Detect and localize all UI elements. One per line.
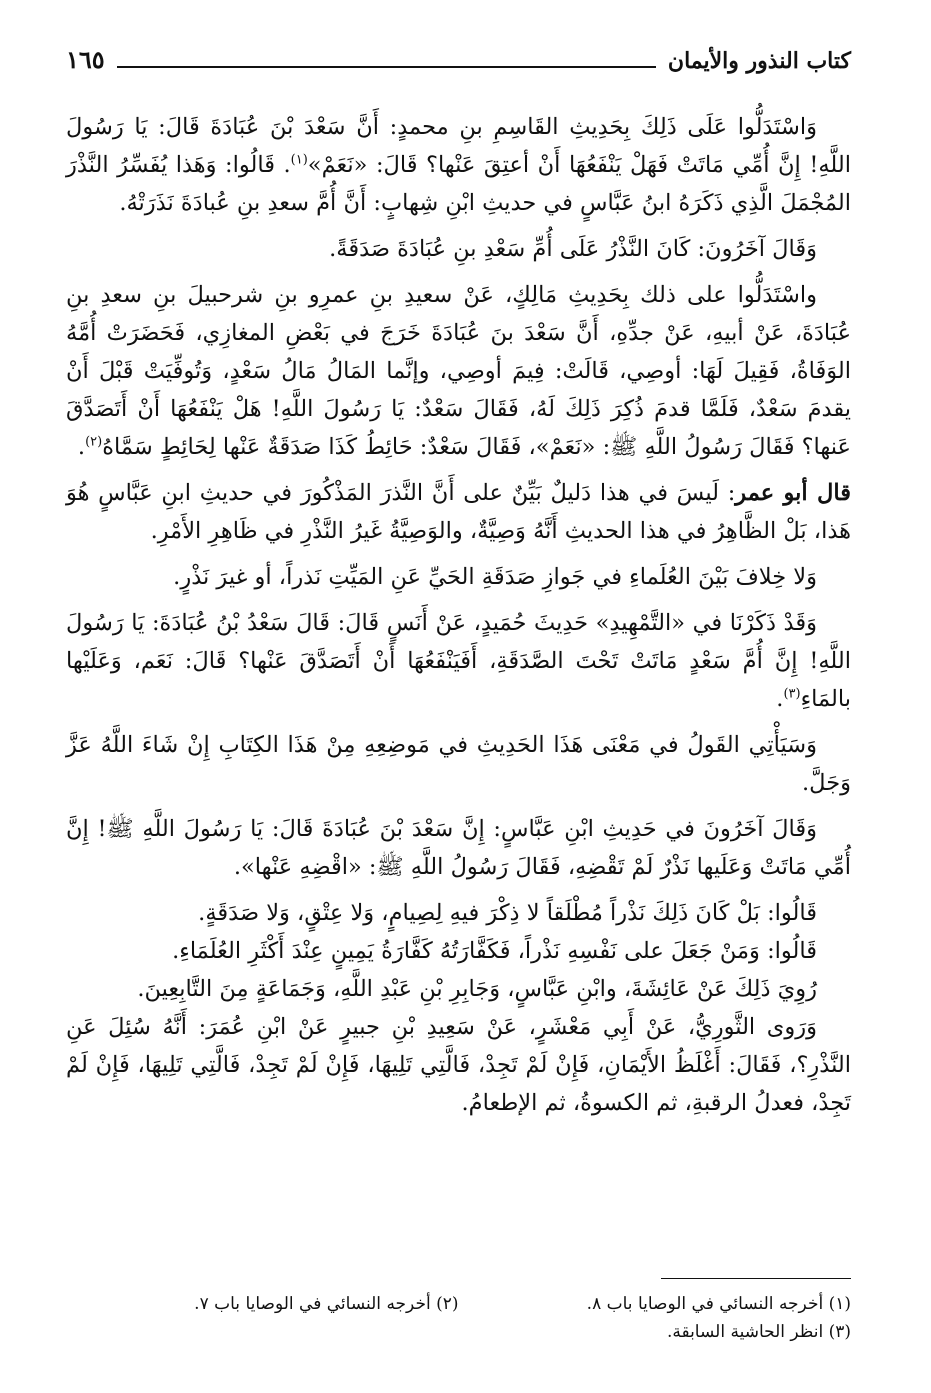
paragraph: قال أبو عمر: لَيسَ في هذا دَليلٌ بَيِّنٌ على أَنَّ النَّذرَ المَذْكُورَ في حديثِ ابنِ عَبَّاسٍ هُوَ هَذا، بَلْ الظَّاهِرُ في هذا الحديثِ أَنَّهُ وَصِيَّةٌ، والوَصِيَّةُ غَيرُ النَّذْرِ في ظَاهِرِ الأَمْرِ. [66,480,851,544]
footnote-row [66,1318,851,1346]
header-rule [117,66,656,68]
footnote-ref: (٢) [85,434,103,450]
footnote-1: (١) أخرجه النسائي في الوصايا باب ٨. [586,1294,851,1314]
paragraph: وَسَيَأْتِي القَولُ في مَعْنَى هَذَا الحَدِيثِ في مَوضِعِهِ مِنْ هَذَا الكِتَابِ إِنْ شَاءَ اللَّهُ عَزَّ وَجَلَّ. [66,732,851,796]
paragraph: وَقَالَ آخَرُونَ: كَانَ النَّذْرُ عَلَى أُمِّ سَعْدِ بنِ عُبَادَةَ صَدَقَةً. [329,236,817,262]
footnote-row [66,1290,851,1318]
paragraph: واسْتَدَلُّوا على ذلك بِحَدِيثِ مَالِكٍ، عَنْ سعيدِ بنِ عمرِو بنِ شرحبيلَ بنِ سعدِ بنِ عُبَادَةَ، عَنْ أبيهِ، عَنْ جدِّهِ، أَنَّ سَعْدَ بنَ عُبَادَةَ خَرَجَ في بَعْضِ المغازِي، فَحَضَرَتْ أُمَّهُ الوَفَاةُ، فَقِيلَ لَهَا: أوصِي، قَالَتْ: فِيمَ أوصِي، وإنَّما المَالُ مَالُ سَعْدٍ، وَتُوفِّيَتْ قَبْلَ أَنْ يقدمَ سَعْدٌ، فَلَمَّا قدمَ ذُكِرَ ذَلِكَ لَهُ، فَقَالَ سَعْدٌ: يَا رَسُولَ اللَّهِ! هَلْ يَنْفَعُهَا أَنْ أَتَصَدَّقَ عَنها؟ فَقَالَ رَسُولُ اللَّهِ ﷺ: «نَعَمْ»، فَقَالَ سَعْدٌ: حَائِطُ كَذَا صَدَقَةٌ عَنْها لِحَائِطٍ سَمَّاهُ$^{(٢)}$. [66,282,851,460]
paragraph: وَرَوى الثَّورِيُّ، عَنْ أَبِي مَعْشَرٍ، عَنْ سَعِيدِ بْنِ جبيرٍ عَنْ ابْنِ عُمَرَ: أَنَّهُ سُئِلَ عَنِ النَّذْرِ؟، فَقَالَ: أَغْلَظُ الأَيْمَانِ، فَإِنْ لَمْ تَجِدْ، فَالَّتِي تَلِيهَا، فَإِنْ لَمْ تَجِدْ، فَالَّتِي تَلِيهَا، فَإِنْ لَمْ تَجِدْ، فعدلُ الرقبةِ، ثم الكسوةُ، ثم الإطعامُ. [66,1014,851,1116]
page-number: ١٦٥ [66,45,105,74]
speaker-label: قال أبو عمر [735,480,851,506]
footnote-ref: (٣) [783,686,801,702]
footnotes [66,1290,851,1346]
paragraph: قَالُوا: بَلْ كَانَ ذَلِكَ نَذْراً مُطْلَقاً لا ذِكْرَ فيهِ لِصِيامٍ، وَلا عِتْقٍ، وَلا صَدَقَةٍ. [198,900,817,926]
paragraph: وَقَالَ آخَرُونَ في حَدِيثِ ابْنِ عَبَّاسٍ: إِنَّ سَعْدَ بْنَ عُبَادَةَ قَالَ: يَا رَسُولَ اللَّهِ ﷺ! إِنَّ أُمِّي مَاتَتْ وَعَلَيها نَذْرٌ لَمْ تَقْضِهِ، فَقَالَ رَسُولُ اللَّهِ ﷺ: «اقْضِهِ عَنْها». [66,816,851,880]
main-text [66,108,851,1130]
running-header [66,40,851,74]
footnote-3: (٣) انظر الحاشية السابقة. [666,1322,851,1342]
paragraph: قَالُوا: وَمَنْ جَعَلَ على نَفْسِهِ نَذْراً، فَكَفَّارَتُهُ كَفَّارَةُ يَمِينٍ عِنْدَ أَكْثَرِ العُلَمَاءِ. [172,938,817,964]
paragraph: وَاسْتَدَلُّوا عَلَى ذَلِكَ بِحَدِيثِ القَاسِمِ بنِ محمدٍ: أَنَّ سَعْدَ بْنَ عُبَادَةَ قَالَ: يَا رَسُولَ اللَّهِ! إِنَّ أُمِّي مَاتَتْ فَهَلْ يَنْفَعُهَا أَنْ أعتِقَ عَنْها؟ قَالَ: «نَعَمْ»$^{(١)}$. قَالُوا: وَهَذا يُفَسِّرُ النَّذْرَ المُجْمَلَ الَّذِي ذَكَرَهُ ابنُ عَبَّاسٍ في حديثِ ابْنِ شِهابٍ: أَنَّ أُمَّ سعدِ بنِ عُبادَةَ نَذَرَتْهُ. [66,114,851,216]
paragraph: وَلا خِلافَ بَيْنَ العُلَماءِ في جَوازِ صَدَقَةِ الحَيِّ عَنِ المَيِّتِ نَذراً، أو غيرَ نَذْرٍ. [173,564,817,590]
paragraph: رُوِيَ ذَلِكَ عَنْ عَائِشَةَ، وابْنِ عَبَّاسٍ، وَجَابِرِ بْنِ عَبْدِ اللَّهِ، وَجَمَاعَةٍ مِنَ التَّابِعِينَ. [137,976,817,1002]
footnote-ref: (١) [290,152,308,168]
chapter-title: كتاب النذور والأيمان [667,48,851,74]
paragraph: وَقَدْ ذَكَرْنَا في «التَّمْهِيدِ» حَدِيثَ حُمَيدٍ، عَنْ أَنَسٍ قَالَ: قَالَ سَعْدُ بْنُ عُبَادَةَ: يَا رَسُولَ اللَّهِ! إِنَّ أُمَّ سَعْدٍ مَاتَتْ تَحْتَ الصَّدَقَةِ، أَفَيَنْفَعُهَا أَنْ أَتَصَدَّقَ عَنْها؟ قَالَ: نَعَم، وَعَلَيْها بالمَاءِ$^{(٣)}$. [66,610,851,712]
footnote-2: (٢) أخرجه النسائي في الوصايا باب ٧. [194,1294,459,1314]
footnote-separator [661,1278,851,1279]
